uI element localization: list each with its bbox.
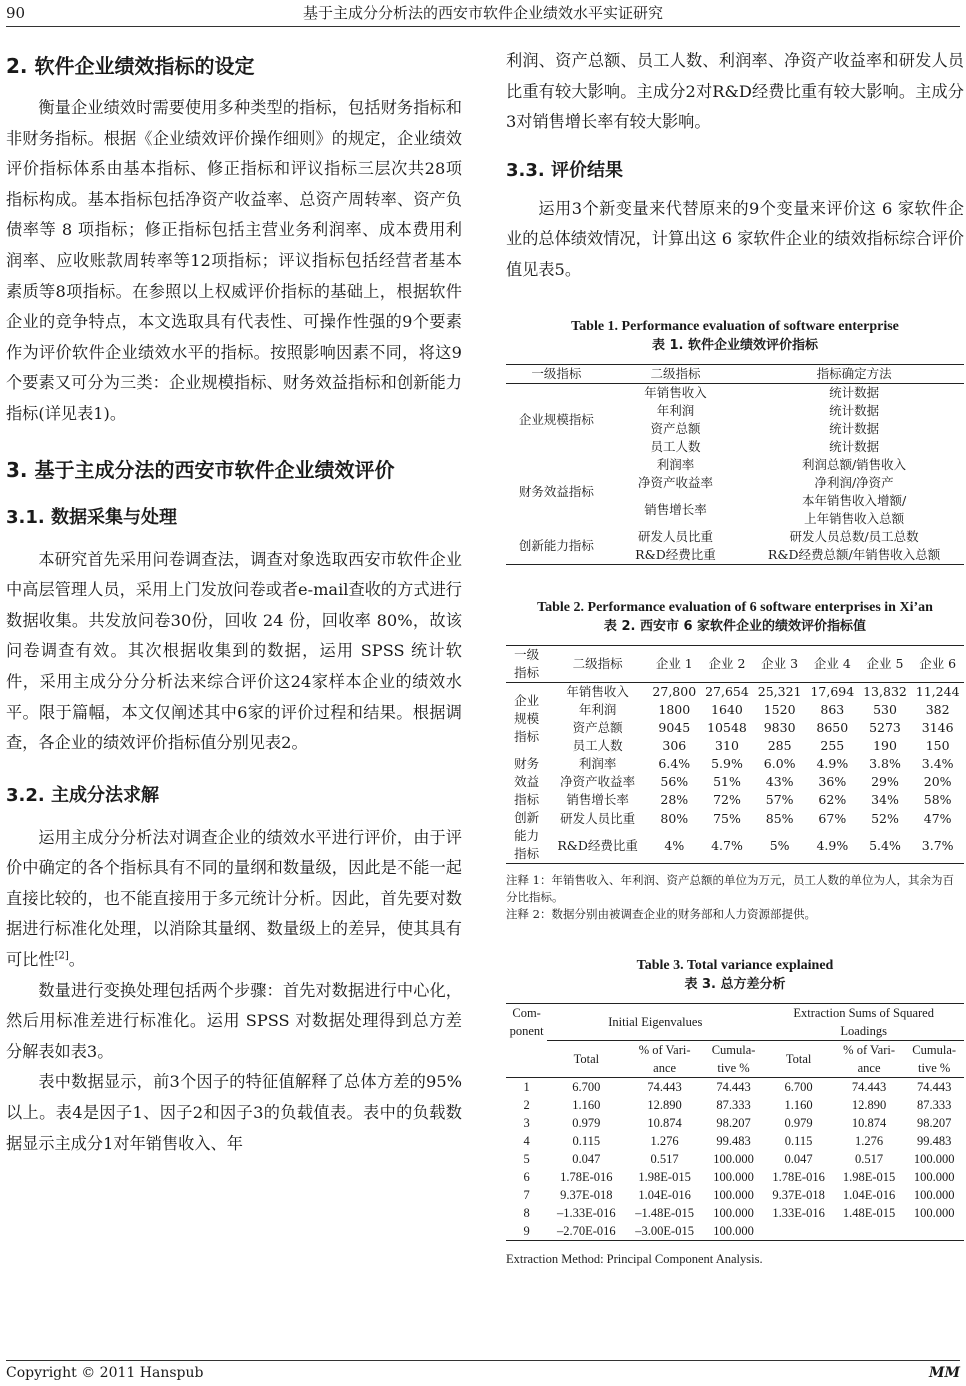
table-2-cell: 57% — [765, 791, 794, 807]
table-3-subheader-cell: Total — [573, 1051, 600, 1066]
section-3-2-paragraph-3: 表中数据显示，前3个因子的特征值解释了总体方差的95%以上。表4是因子1、因子2和因子3的负载值表。表中的负载数据显示主成分1对年销售收入、年 — [6, 1072, 462, 1153]
running-header — [6, 0, 960, 27]
table-1-cell: 净资产收益率 — [637, 474, 713, 490]
table-2-cell: 10548 — [707, 719, 747, 735]
table-2-cell: 382 — [925, 701, 950, 717]
table-3-cell: 1.04E-016 — [638, 1187, 691, 1202]
table-1 — [506, 364, 964, 565]
table-2-cell: 255 — [820, 737, 845, 753]
table-1-cell: 员工人数 — [650, 438, 701, 454]
table-2-indicator: 净资产收益率 — [560, 773, 636, 789]
table-2-indicator: 研发人员比重 — [560, 810, 636, 826]
table-3-cell: 0.517 — [855, 1151, 884, 1166]
table-1-header-cell: 二级指标 — [650, 365, 701, 381]
table-1-cell: 统计数据 — [829, 438, 880, 454]
table-3-cell: 0.115 — [572, 1133, 601, 1148]
table-2-header-cell: 企业 4 — [813, 655, 851, 671]
table-3-cell: 6.700 — [572, 1079, 601, 1094]
table-3-cell: 100.000 — [713, 1169, 754, 1184]
table-2-cell: 56% — [660, 773, 689, 789]
table-1-header-row — [506, 364, 964, 383]
table-3-cell: 9.37E-018 — [772, 1187, 825, 1202]
table-2-cell: 80% — [660, 810, 689, 826]
table-2-cell: 5.9% — [711, 755, 743, 771]
table-3-header-extraction: Extraction Sums of Squared Loadings — [763, 1003, 964, 1040]
table-2-cell: 47% — [923, 810, 952, 826]
table-2-cell: 34% — [871, 791, 899, 807]
table-3-cell: –1.48E-015 — [635, 1205, 694, 1220]
table-3-component: 7 — [523, 1187, 530, 1202]
table-3-header-component: Com- ponent — [509, 1005, 544, 1038]
table-2-cell: 9045 — [658, 719, 691, 735]
table-3-cell: 1.04E-016 — [842, 1187, 896, 1202]
table-1-header-cell: 指标确定方法 — [816, 365, 892, 381]
table-1-caption-en: Table 1. Performance evaluation of software enterprise — [571, 318, 899, 334]
table-row — [506, 755, 964, 773]
left-column — [6, 40, 462, 1159]
table-2-cell: 29% — [871, 773, 899, 789]
section-3-2-paragraph-1-end: 。 — [68, 950, 85, 970]
table-2-cell: 5273 — [869, 719, 901, 735]
table-row — [506, 682, 964, 701]
table-1-cell: 年利润 — [656, 402, 695, 418]
table-3-cell: –1.33E-016 — [557, 1205, 616, 1220]
section-3-3-heading: 3.3. 评价结果 — [506, 159, 623, 181]
table-3-cell: 0.979 — [784, 1115, 813, 1130]
page-number: 90 — [6, 4, 26, 22]
table-3-cell — [763, 1222, 833, 1241]
table-2-cell: 27,654 — [705, 683, 749, 699]
table-3-component: 6 — [523, 1169, 530, 1184]
continued-paragraph: 利润、资产总额、员工人数、利润率、净资产收益率和研发人员比重有较大影响。主成分2对R&D经费比重有较大影响。主成分3对销售增长率有较大影响。 — [506, 51, 964, 132]
table-1-cell: 统计数据 — [829, 384, 880, 400]
table-row — [506, 456, 964, 474]
journal-abbreviation: MM — [929, 1365, 960, 1381]
table-2-indicator: 销售增长率 — [566, 791, 629, 807]
right-column — [506, 40, 964, 1268]
table-2-cell: 1640 — [711, 701, 743, 717]
table-2-caption-en: Table 2. Performance evaluation of 6 software enterprises in Xi’an — [537, 599, 933, 615]
table-1-cell: 研发人员总数/员工总数 — [789, 528, 919, 544]
table-3-component: 4 — [523, 1133, 530, 1148]
section-3-1-paragraph: 本研究首先采用问卷调查法，调查对象选取西安市软件企业中高层管理人员，采用上门发放问卷或者e-mail查收的方式进行数据收集。共发放问卷30份，回收 24 份，回收率 80%，故该问卷调查有效。其次根据收集到的数据，运用 SPSS 统计软件，采用主成分分分析法来综合评价这24家样本企业的绩效水平。限于篇幅，本文仅阐述其中6家的评价过程和结果。根据调查，各企业的绩效评价指标值分别见表2。 — [6, 549, 462, 753]
table-row — [506, 809, 964, 829]
table-1-group-label: 财务效益指标 — [518, 483, 594, 499]
table-3-cell: 10.874 — [851, 1115, 887, 1130]
table-2-indicator: R&D经费比重 — [557, 837, 638, 853]
table-2-cell: 4.9% — [816, 837, 849, 853]
table-3-component: 8 — [523, 1205, 530, 1220]
table-2-indicator: 员工人数 — [572, 737, 623, 753]
table-1-cell: 销售增长率 — [644, 501, 707, 517]
table-row — [506, 1186, 964, 1204]
table-1-cell: 利润总额/销售收入 — [801, 456, 907, 472]
table-2-cell: 75% — [713, 810, 741, 826]
table-3-component: 2 — [523, 1097, 530, 1112]
table-1-group-label: 创新能力指标 — [506, 528, 607, 565]
table-3-subheader-cell: Total — [785, 1051, 812, 1066]
table-3-cell: 0.517 — [650, 1151, 679, 1166]
section-2-heading: 2. 软件企业绩效指标的设定 — [6, 54, 255, 78]
table-3-cell: 0.979 — [572, 1115, 601, 1130]
table-2-header-cell: 企业 2 — [708, 655, 746, 671]
table-2-cell: 17,694 — [810, 683, 855, 699]
table-3-cell: –3.00E-015 — [635, 1223, 694, 1238]
table-2-cell: 6.4% — [658, 755, 691, 771]
table-3-subheader-row — [506, 1040, 964, 1077]
table-2-cell: 6.0% — [763, 755, 796, 771]
table-2-cell: 5.4% — [869, 837, 901, 853]
table-3-subheader-cell: % of Vari- ance — [638, 1042, 691, 1075]
table-1-cell: 净利润/净资产 — [814, 474, 894, 490]
table-2-cell: 8650 — [816, 719, 849, 735]
table-2-group-label: 创新 能力 指标 — [506, 809, 547, 864]
table-2-cell: 51% — [713, 773, 741, 789]
table-3-cell: 99.483 — [716, 1133, 751, 1148]
table-3-cell: 1.160 — [784, 1097, 813, 1112]
table-2-header-cell: 企业 3 — [761, 655, 799, 671]
table-row — [506, 1150, 964, 1168]
table-2-group-label: 财务 效益 指标 — [514, 755, 540, 807]
table-row — [506, 829, 964, 863]
table-3-cell: 100.000 — [713, 1151, 754, 1166]
table-2-header-cell: 企业 6 — [919, 655, 957, 671]
table-2-cell: 25,321 — [757, 683, 802, 699]
table-2-cell: 36% — [818, 773, 847, 789]
table-3-cell: 1.78E-016 — [772, 1169, 825, 1184]
table-2-note-2: 注释 2：数据分别由被调查企业的财务部和人力资源部提供。 — [506, 906, 816, 921]
table-3-cell: 1.160 — [572, 1097, 601, 1112]
table-3-cell: 1.48E-015 — [842, 1205, 896, 1220]
table-3-cell: 99.483 — [916, 1133, 952, 1148]
table-2-cell: 306 — [662, 737, 687, 753]
table-3-subheader-cell: % of Vari- ance — [843, 1042, 895, 1075]
table-2-group-label: 企业 规模 指标 — [514, 692, 540, 744]
table-row — [506, 791, 964, 809]
table-3-cell: 1.33E-016 — [772, 1205, 825, 1220]
table-3 — [506, 1003, 964, 1241]
table-2-cell: 3.8% — [869, 755, 901, 771]
table-3-cell: 0.047 — [572, 1151, 601, 1166]
section-2-paragraph: 衡量企业绩效时需要使用多种类型的指标，包括财务指标和非财务指标。根据《企业绩效评价操作细则》的规定，企业绩效评价指标体系由基本指标、修正指标和评议指标三层次共28项指标构成。基本指标包括净资产收益率、总资产周转率、资产负债率等 8 项指标；修正指标包括主营业务利润率、成本费用利润率、应收账款周转率等12项指标；评议指标包括经营者基本素质等8项指标。在参照以上权威评价指标的基础上，根据软件企业的竞争特点，本文选取具有代表性、可操作性强的9个要素作为评价软件企业绩效水平的指标。按照影响因素不同，将这9个要素又可分为三类：企业规模指标、财务效益指标和创新能力指标(详见表1)。 — [6, 98, 462, 423]
table-1-cell: R&D经费总额/年销售收入总额 — [767, 546, 941, 562]
table-2-indicator: 资产总额 — [572, 719, 623, 735]
running-title: 基于主成分分析法的西安市软件企业绩效水平实证研究 — [302, 4, 663, 22]
table-3-cell: 1.98E-015 — [638, 1169, 691, 1184]
table-row — [506, 773, 964, 791]
table-3-cell: 12.890 — [851, 1097, 887, 1112]
table-3-cell: 74.443 — [916, 1079, 952, 1094]
table-3-cell: 6.700 — [784, 1079, 813, 1094]
table-3-cell: 100.000 — [913, 1169, 955, 1184]
table-row — [506, 1114, 964, 1132]
table-2 — [506, 645, 964, 864]
table-3-subheader-cell: Cumula- tive % — [912, 1042, 957, 1075]
table-2-cell: 72% — [713, 791, 741, 807]
table-row — [506, 1168, 964, 1186]
table-2-cell: 3146 — [921, 719, 954, 735]
table-2-cell: 285 — [767, 737, 792, 753]
table-3-component: 9 — [523, 1223, 530, 1238]
table-2-cell: 150 — [925, 737, 950, 753]
table-2-cell: 1800 — [658, 701, 691, 717]
table-3-cell: 1.98E-015 — [842, 1169, 896, 1184]
table-2-indicator: 利润率 — [578, 755, 617, 771]
table-2-cell: 43% — [765, 773, 794, 789]
table-1-group-label: 企业规模指标 — [518, 411, 594, 427]
table-2-note-1: 注释 1：年销售收入、年利润、资产总额的单位为万元，员工人数的单位为人，其余为百分比指标。 — [506, 872, 954, 904]
table-row — [506, 701, 964, 719]
table-2-cell: 5% — [769, 837, 790, 853]
table-2-cell: 62% — [818, 791, 847, 807]
table-3-note: Extraction Method: Principal Component Analysis. — [506, 1251, 763, 1266]
table-2-cell: 1520 — [763, 701, 796, 717]
section-3-2-heading: 3.2. 主成分法求解 — [6, 784, 159, 806]
table-3-cell: 98.207 — [716, 1115, 751, 1130]
section-3-2-paragraph-1 — [6, 823, 462, 976]
table-row — [506, 1096, 964, 1114]
table-3-caption — [506, 957, 964, 995]
table-1-cell: 统计数据 — [829, 402, 880, 418]
table-3-header-row — [506, 1003, 964, 1040]
table-2-cell: 27,800 — [652, 683, 697, 699]
table-3-cell: 0.115 — [784, 1133, 813, 1148]
table-2-cell: 310 — [715, 737, 739, 753]
table-row — [506, 1204, 964, 1222]
table-row — [506, 1222, 964, 1241]
table-3-header-initial: Initial Eigenvalues — [547, 1003, 763, 1040]
table-2-cell: 85% — [765, 810, 794, 826]
table-row — [506, 1132, 964, 1150]
table-3-cell: 100.000 — [913, 1205, 955, 1220]
table-2-notes — [506, 872, 964, 923]
table-1-caption — [506, 318, 964, 356]
table-3-cell: 100.000 — [713, 1205, 754, 1220]
table-3-cell: 10.874 — [647, 1115, 682, 1130]
table-row — [506, 1077, 964, 1096]
table-3-component: 3 — [523, 1115, 530, 1130]
table-3-cell: 9.37E-018 — [560, 1187, 613, 1202]
table-2-cell: 20% — [923, 773, 952, 789]
citation-reference: [2] — [54, 950, 69, 962]
table-2-cell: 13,832 — [863, 683, 907, 699]
table-2-header-cell: 企业 1 — [655, 655, 693, 671]
section-3-3-paragraph: 运用3个新变量来代替原来的9个变量来评价这 6 家软件企业的总体绩效情况，计算出这 6 家软件企业的绩效指标综合评价值见表5。 — [506, 198, 964, 279]
table-3-cell: 100.000 — [913, 1151, 955, 1166]
table-1-cell: 年销售收入 — [644, 384, 707, 400]
table-3-cell: 87.333 — [916, 1097, 952, 1112]
table-3-subheader-cell: Cumula- tive % — [711, 1042, 756, 1075]
table-3-component: 5 — [523, 1151, 530, 1166]
table-1-header-cell: 一级指标 — [531, 365, 582, 381]
table-row — [506, 719, 964, 737]
table-1-cell: 研发人员比重 — [637, 528, 713, 544]
table-3-component: 1 — [523, 1079, 530, 1094]
table-2-caption-zh: 表 2. 西安市 6 家软件企业的绩效评价指标值 — [603, 618, 867, 634]
table-2-cell: 58% — [923, 791, 952, 807]
section-3-2-paragraph-1-text: 运用主成分分析法对调查企业的绩效水平进行评价，由于评价中确定的各个指标具有不同的量纲和数量级，因此是不能一起直接比较的，也不能直接用于多元统计分析。因此，首先要对数据进行标准化处理，以消除其量纲、数量级上的差异，使其具有可比性 — [6, 827, 462, 970]
section-3-heading: 3. 基于主成分法的西安市软件企业绩效评价 — [6, 457, 395, 482]
table-2-cell: 67% — [818, 810, 847, 826]
table-2-cell: 863 — [820, 701, 845, 717]
table-row — [506, 737, 964, 755]
table-2-cell: 3.4% — [921, 755, 954, 771]
table-2-header-cell: 一级 指标 — [514, 646, 540, 680]
table-3-cell: 100.000 — [713, 1187, 754, 1202]
table-3-cell: 1.78E-016 — [560, 1169, 613, 1184]
table-3-cell: 100.000 — [913, 1187, 955, 1202]
table-3-cell: 100.000 — [713, 1223, 754, 1238]
table-1-cell: 利润率 — [656, 456, 695, 472]
table-2-cell: 4.9% — [816, 755, 849, 771]
table-2-cell: 11,244 — [915, 683, 960, 699]
table-3-cell — [904, 1222, 964, 1241]
table-1-cell: 资产总额 — [650, 420, 701, 436]
table-2-header-cell: 企业 5 — [866, 655, 904, 671]
table-2-header-cell: 二级指标 — [572, 655, 623, 671]
table-2-caption — [506, 599, 964, 637]
table-2-cell: 530 — [873, 701, 897, 717]
table-1-cell: R&D经费比重 — [635, 546, 716, 562]
table-3-cell: –2.70E-016 — [557, 1223, 616, 1238]
table-2-cell: 52% — [871, 810, 899, 826]
table-3-cell: 98.207 — [916, 1115, 952, 1130]
table-3-cell: 0.047 — [784, 1151, 813, 1166]
table-2-cell: 190 — [873, 737, 897, 753]
table-3-cell: 1.276 — [650, 1133, 679, 1148]
table-2-header-row — [506, 645, 964, 682]
table-1-caption-zh: 表 1. 软件企业绩效评价指标 — [651, 337, 819, 353]
table-2-cell: 9830 — [763, 719, 796, 735]
table-1-cell: 统计数据 — [829, 420, 880, 436]
section-3-1-heading: 3.1. 数据采集与处理 — [6, 506, 177, 528]
table-3-caption-zh: 表 3. 总方差分析 — [684, 976, 786, 992]
copyright-notice: Copyright © 2011 Hanspub — [6, 1365, 204, 1381]
table-3-cell: 74.443 — [851, 1079, 887, 1094]
table-3-cell: 1.276 — [855, 1133, 884, 1148]
table-1-cell: 本年销售收入增额/ 上年销售收入总额 — [801, 492, 907, 526]
table-row — [506, 528, 964, 546]
table-row — [506, 383, 964, 402]
table-2-indicator: 年利润 — [578, 701, 617, 717]
table-3-cell — [834, 1222, 904, 1241]
table-3-cell: 74.443 — [647, 1079, 682, 1094]
table-2-cell: 4% — [664, 837, 685, 853]
table-3-cell: 12.890 — [647, 1097, 682, 1112]
table-3-cell: 87.333 — [716, 1097, 751, 1112]
table-2-cell: 4.7% — [711, 837, 743, 853]
page-footer — [6, 1360, 960, 1385]
table-2-cell: 28% — [660, 791, 689, 807]
table-3-cell: 74.443 — [716, 1079, 751, 1094]
table-2-cell: 3.7% — [921, 837, 954, 853]
table-3-caption-en: Table 3. Total variance explained — [636, 957, 834, 973]
table-2-indicator: 年销售收入 — [566, 683, 629, 699]
section-3-2-paragraph-2: 数量进行变换处理包括两个步骤：首先对数据进行中心化，然后用标准差进行标准化。运用 SPSS 对数据处理得到总方差分解表如表3。 — [6, 980, 462, 1061]
